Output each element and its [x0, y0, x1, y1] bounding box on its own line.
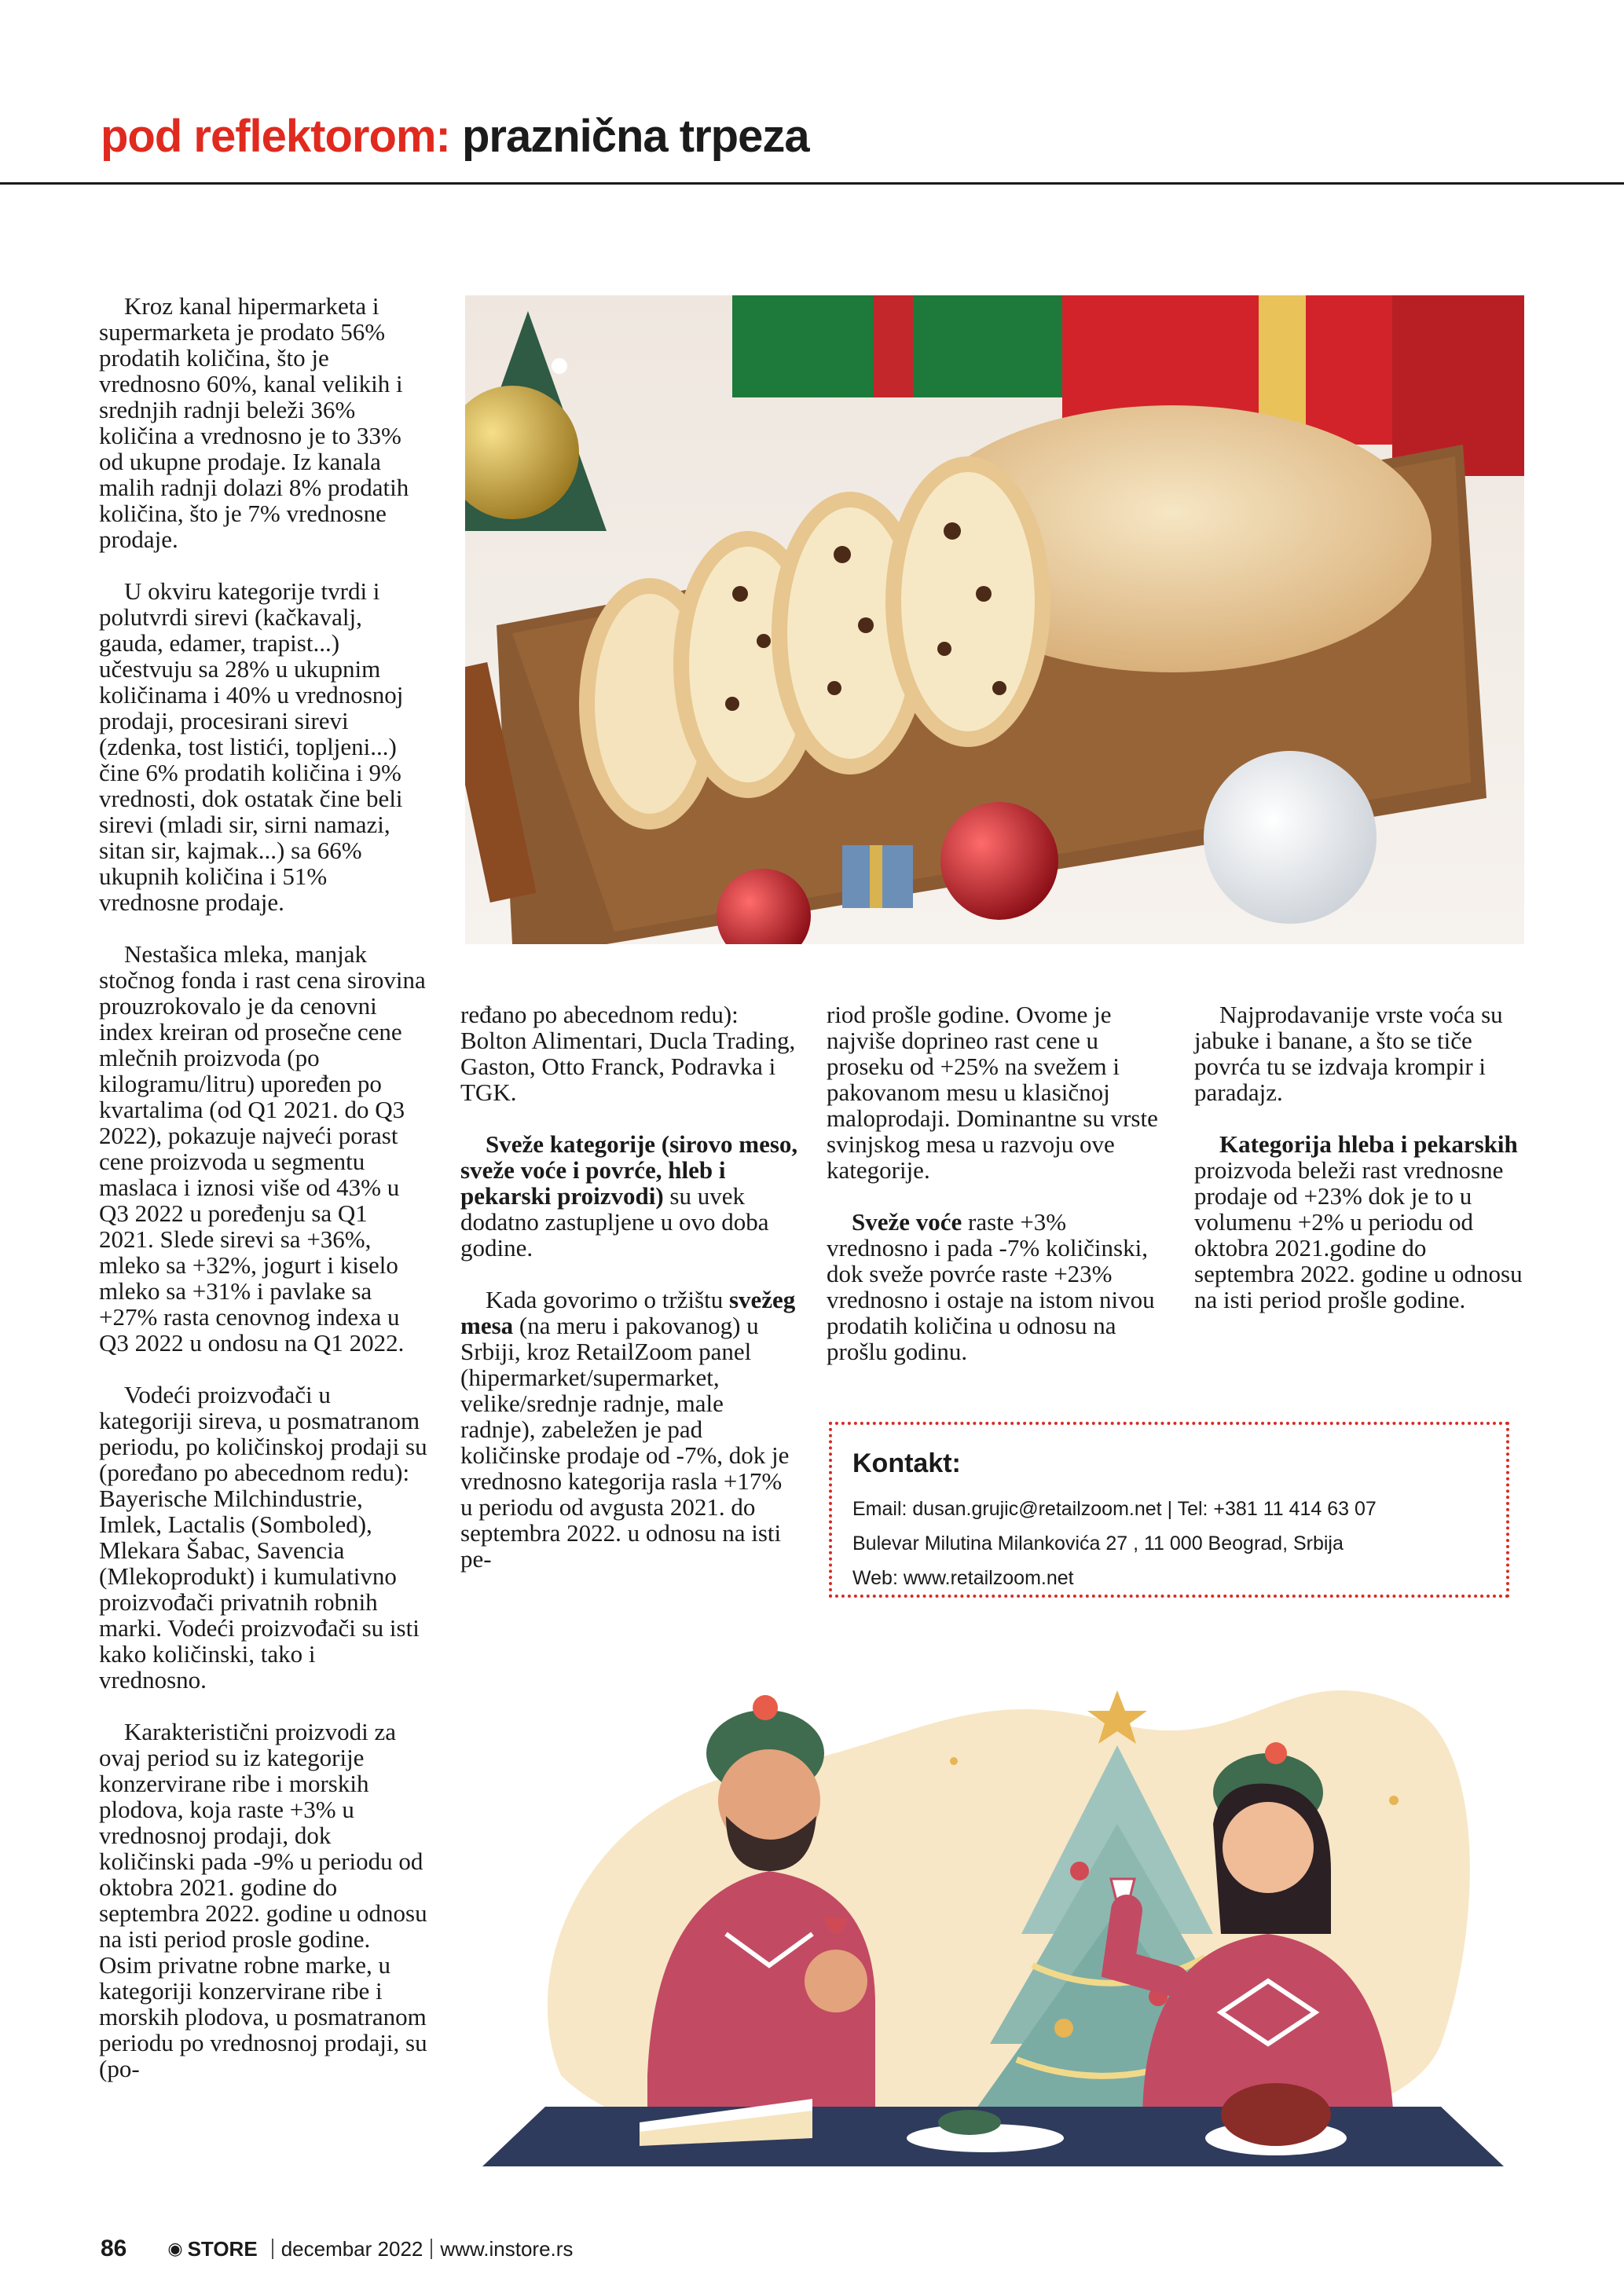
paragraph [1194, 1131, 1532, 1313]
bold-lead: Kategorija hleba i pekarskih [1219, 1130, 1518, 1158]
website-link[interactable]: www.instore.rs [440, 2236, 574, 2261]
paragraph [460, 1131, 798, 1261]
page-number: 86 [101, 2236, 127, 2261]
bold-term: svežeg mesa [460, 1286, 796, 1339]
section-label: pod reflektorom: [101, 111, 450, 162]
bread-photo [465, 295, 1524, 944]
paragraph-text: su uvek dodatno zastupljene u ovo doba godine. [460, 1182, 769, 1262]
paragraph: Karakteristični proizvodi za ovaj period su iz kategorije konzervirane ribe i morskih plodova, koja raste +3% u vrednosnoj prodaji, dok količinski pada -9% u periodu od oktobra 2021. godine do septembra 2022. godine u odnosu na isti period prosle godine. Osim privatne robne marke, u kategoriji konzervirane ribe i morskih plodova, u posmatranom periodu po vrednosnoj prodaji, su (po- [99, 1718, 427, 2082]
paragraph: U okviru kategorije tvrdi i polutvrdi sirevi (kačkavalj, gauda, edamer, trapist...) učestvuju sa 28% u ukupnim količinama i 40% u vrednosnoj prodaji, procesirani sirevi (zdenka, tost listići, topljeni...) čine 6% prodatih količina i 9% vrednosti, dok ostatak čine beli sirevi (mladi sir, sirni namazi, sitan sir, kajmak...) sa 66% ukupnih količina i 51% vrednosne prodaje. [99, 577, 404, 916]
text-column-2 [460, 1002, 798, 1598]
divider [431, 2239, 432, 2259]
paragraph: ređano po abecednom redu): Bolton Alimentari, Ducla Trading, Gaston, Otto Franck, Podravka i TGK. [460, 1001, 796, 1106]
contact-web[interactable]: Web: www.retailzoom.net [852, 1567, 1074, 1589]
contact-title: Kontakt: [852, 1448, 961, 1478]
paragraph-text: (na meru i pakovanog) u Srbiji, kroz RetailZoom panel (hipermarket/supermarket, velike/srednje radnje, male radnje), zabeležen je pad količinske prodaje od -7%, dok je vrednosno kategorija rasla +17% u periodu od avgusta 2021. do septembra 2022. u odnosu na isti pe- [460, 1312, 790, 1573]
page-header [101, 110, 809, 163]
paragraph: riod prošle godine. Ovome je najviše doprineo rast cene u proseku od +25% na svežem i pakovanom mesu u klasičnoj maloprodaji. Dominantne su vrste svinjskog mesa u razvoju ove kategorije. [827, 1001, 1158, 1184]
paragraph-text: Kada govorimo o tržištu [486, 1286, 729, 1313]
store-logo-icon: ◉ [167, 2239, 183, 2258]
text-column-1 [99, 293, 427, 2107]
page-footer [101, 2236, 573, 2262]
paragraph: Kroz kanal hipermarketa i supermarketa je prodato 56% prodatih količina, što je vrednosno 60%, kanal velikih i srednjih radnji beleži 36% količina a vrednosno je to 33% od ukupne prodaje. Iz kanala malih radnji dolazi 8% prodatih količina, što je 7% vrednosne prodaje. [99, 292, 409, 553]
paragraph-text: proizvoda beleži rast vrednosne prodaje od +23% dok je to u volumenu +2% u periodu od oktobra 2021.godine do septembra 2022. godine u odnosu na isti period prošle godine. [1194, 1156, 1523, 1313]
paragraph: Vodeći proizvođači u kategoriji sireva, u posmatranom periodu, po količinskoj prodaji su (poređano po abecednom redu): Bayerische Milchindustrie, Imlek, Lactalis (Somboled), Mlekara Šabac, Savencia (Mlekoprodukt) i kumulativno proizvođači privatnih robnih marki. Vodeći proizvođači su isti kako količinski, tako i vrednosno. [99, 1381, 427, 1694]
paragraph-text: raste +3% vrednosno i pada -7% količinski, dok sveže povrće raste +23% vrednosno i ostaje na istom nivou prodatih količina u odnosu na prošlu godinu. [827, 1208, 1155, 1365]
christmas-illustration [467, 1635, 1524, 2166]
bold-lead: Sveže voće [852, 1208, 962, 1236]
paragraph [460, 1287, 798, 1572]
header-rule [0, 182, 1624, 185]
contact-box [829, 1422, 1509, 1598]
divider: | [1167, 1498, 1178, 1520]
paragraph: Najprodavanije vrste voća su jabuke i banane, a što se tiče povrća tu se izdvaja krompir i paradajz. [1194, 1001, 1503, 1106]
text-column-3 [827, 1002, 1164, 1390]
text-column-4 [1194, 1002, 1532, 1338]
contact-email-tel [852, 1492, 1486, 1526]
contact-tel: Tel: +381 11 414 63 07 [1177, 1498, 1377, 1520]
contact-address: Bulevar Milutina Milankovića 27 , 11 000 Beograd, Srbija [852, 1532, 1344, 1554]
bold-lead: Sveže kategorije (sirovo meso, sveže voće i povrće, hleb i pekarski proizvodi) [460, 1130, 798, 1210]
paragraph [827, 1209, 1164, 1364]
store-logo: STORE [187, 2236, 258, 2261]
divider [272, 2239, 273, 2259]
issue-date: decembar 2022 [280, 2236, 423, 2261]
contact-email[interactable]: Email: dusan.grujic@retailzoom.net [852, 1498, 1162, 1520]
page-title: praznična trpeza [461, 111, 809, 162]
paragraph: Nestašica mleka, manjak stočnog fonda i rast cena sirovina prouzrokovalo je da cenovni index kreiran od prosečne cene mlečnih proizvoda (po kilogramu/litru) upoređen po kvartalima (od Q1 2021. do Q3 2022), pokazuje najveći porast cene proizvoda u segmentu maslaca i iznosi više od 43% u Q3 2022 u poređenju sa Q1 2021. Slede sirevi sa +36%, mleko sa +32%, jogurt i kiselo mleko sa +31% i pavlake sa +27% rasta cenovnog indexa u Q3 2022 u ondosu na Q1 2022. [99, 940, 426, 1357]
